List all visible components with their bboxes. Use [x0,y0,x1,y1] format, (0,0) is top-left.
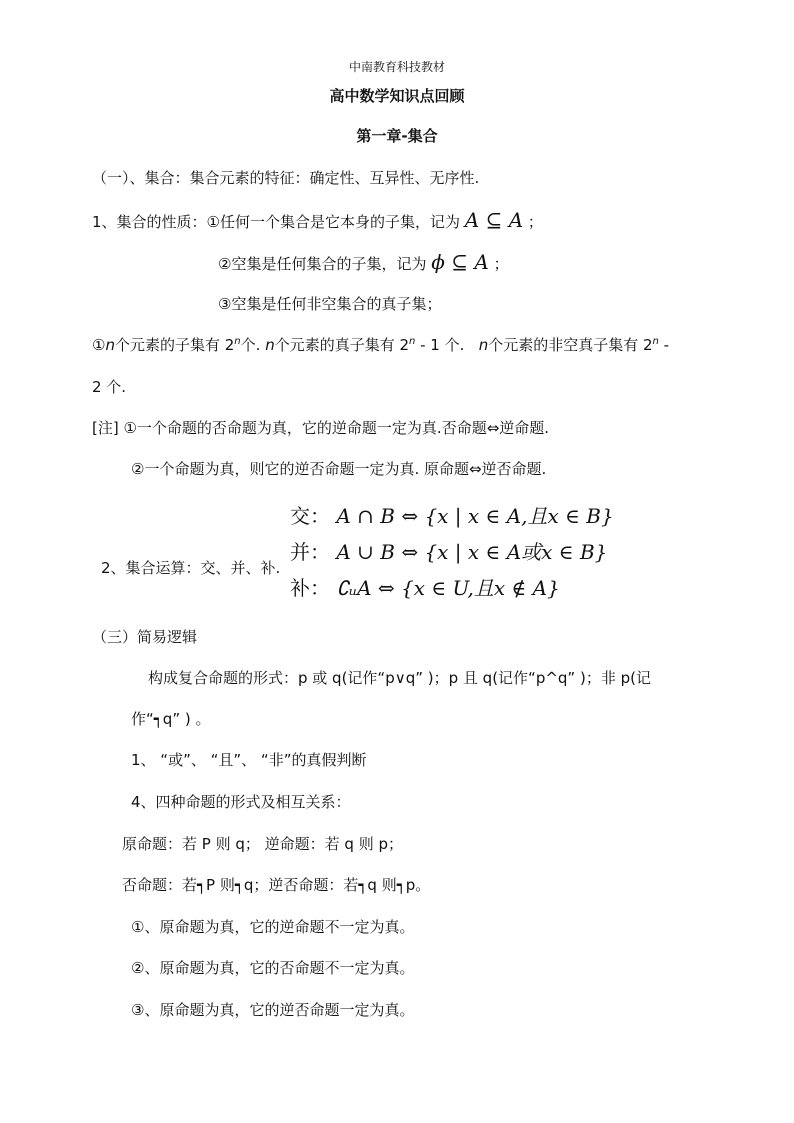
intersection-row [290,498,614,534]
intersection-formula: A ∩ B ⇔ {x | x ∈ A,且x ∈ B} [336,504,614,528]
proper-subset-end: - 1 个. [415,336,465,354]
relation-2: ②、原命题为真，它的否命题不一定为真。 [131,959,415,977]
semicolon: ； [493,255,509,273]
inverse-contrapositive: 否命题：若┑P 则┑q；逆否命题：若┑q 则┑p。 [122,876,431,894]
set-property-2-text: ②空集是任何集合的子集，记为 [218,255,427,273]
original-converse: 原命题：若 P 则 q； 逆命题：若 q 则 p； [122,835,403,853]
complement-row [290,570,614,606]
subset-count-end: 个. [240,336,261,354]
nonempty-proper-subset-text: 个元素的非空真子集有 2 [488,336,653,354]
set-property-1-text: 1、集合的性质：①任何一个集合是它本身的子集，记为 [92,213,460,231]
subset-count-line-2: 2 个. [92,378,127,396]
set-property-2 [218,252,509,272]
formula-empty-subset-a: ϕ ⊆ A [431,250,489,274]
truth-judgment: 1、 “或”、 “且”、 “非”的真假判断 [131,751,367,769]
document-header: 中南教育科技教材 [348,60,445,74]
circled-one: ① [92,336,106,354]
var-n: n [105,336,115,354]
set-elements-features: （一）、集合：集合元素的特征：确定性、互异性、无序性. [92,169,480,187]
exp-n: n [234,336,241,347]
set-operations-formulas [290,498,614,606]
chapter-title: 第一章-集合 [356,127,438,145]
nonempty-proper-subset-end: - [658,336,670,354]
intersection-key: 交： [290,504,330,528]
var-n: n [265,336,275,354]
logic-heading: （三）简易逻辑 [92,628,198,646]
subset-count-line [92,337,669,353]
complement-formula: ∁ᵤA ⇔ {x ∈ U,且x ∉ A} [336,576,560,600]
set-property-1 [92,210,543,230]
formula-a-subset-a: A ⊆ A [464,208,524,232]
exp-n: n [652,336,659,347]
document-title: 高中数学知识点回顾 [329,87,465,105]
complement-key: 补： [290,576,330,600]
union-key: 并： [290,540,330,564]
four-propositions-heading: 4、四种命题的形式及相互关系： [131,793,351,811]
set-property-3: ③空集是任何非空集合的真子集； [218,295,442,313]
var-n: n [478,336,489,354]
compound-forms-line-1: 构成复合命题的形式：p 或 q(记作“p∨q” )；p 且 q(记作“p^q” )；非 p(记 [148,669,651,687]
relation-3: ③、原命题为真，它的逆否命题一定为真。 [131,1001,415,1019]
proper-subset-text: 个元素的真子集有 2 [274,336,410,354]
note-line-1: [注] ①一个命题的否命题为真，它的逆命题一定为真.否命题⇔逆命题. [92,419,550,437]
semicolon: ； [527,213,543,231]
note-line-2: ②一个命题为真，则它的逆否命题一定为真. 原命题⇔逆否命题. [131,460,547,478]
union-row [290,534,614,570]
union-formula: A ∪ B ⇔ {x | x ∈ A或x ∈ B} [336,540,608,564]
compound-forms-line-2: 作“┑q” ) 。 [131,710,211,728]
relation-1: ①、原命题为真，它的逆命题不一定为真。 [131,918,415,936]
subset-count-text: 个元素的子集有 2 [114,336,235,354]
exp-n: n [409,336,416,347]
set-operations-label: 2、集合运算：交、并、补. [101,559,281,577]
